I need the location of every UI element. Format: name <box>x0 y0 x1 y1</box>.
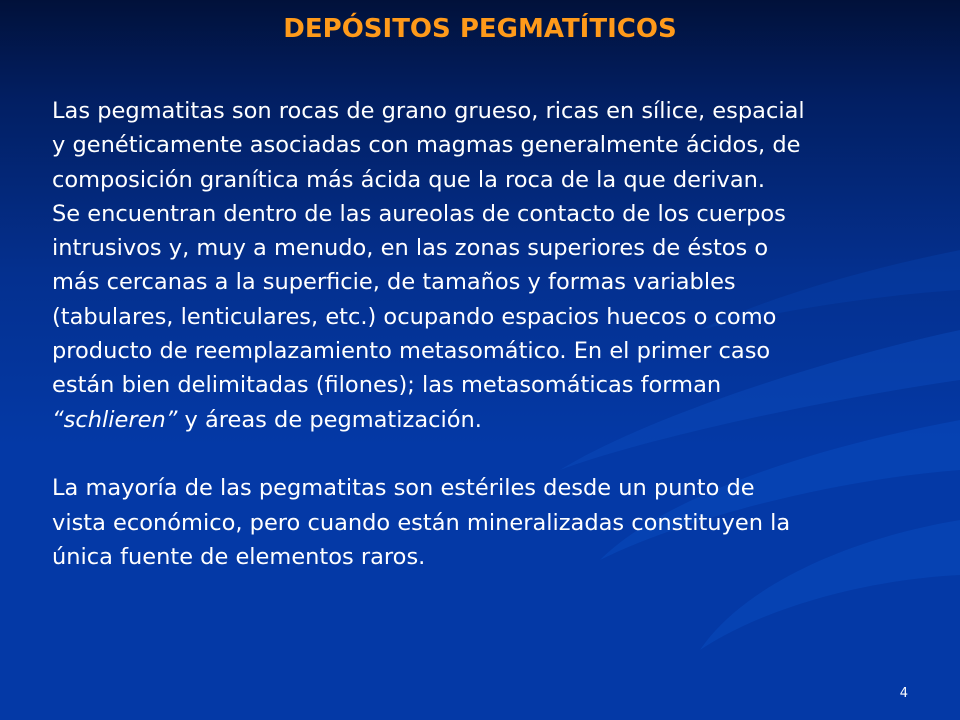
paragraph-line: única fuente de elementos raros. <box>52 543 426 570</box>
paragraph-line: intrusivos y, muy a menudo, en las zonas superiores de éstos o <box>52 235 769 262</box>
slide-body <box>52 94 932 574</box>
paragraph-2 <box>52 471 932 574</box>
paragraph-line: están bien delimitadas (filones); las metasomáticas forman <box>52 372 722 399</box>
paragraph-line: Se encuentran dentro de las aureolas de contacto de los cuerpos <box>52 200 786 227</box>
paragraph-line: Las pegmatitas son rocas de grano grueso, ricas en sílice, espacial <box>52 98 805 124</box>
slide-title: DEPÓSITOS PEGMATÍTICOS <box>283 14 677 44</box>
page-number: 4 <box>899 686 908 701</box>
schlieren-italic-term: “schlieren” <box>52 406 178 433</box>
paragraph-line: producto de reemplazamiento metasomático. En el primer caso <box>52 338 771 365</box>
paragraph-line: vista económico, pero cuando están mineralizadas constituyen la <box>52 509 791 536</box>
paragraph-line: más cercanas a la superficie, de tamaños y formas variables <box>52 269 736 296</box>
paragraph-line: (tabulares, lenticulares, etc.) ocupando espacios huecos o como <box>52 303 777 330</box>
paragraph-spacer <box>52 437 932 471</box>
paragraph-line: composición granítica más ácida que la roca de la que derivan. <box>52 166 766 193</box>
paragraph-line: y genéticamente asociadas con magmas generalmente ácidos, de <box>52 132 801 159</box>
paragraph-line: La mayoría de las pegmatitas son estériles desde un punto de <box>52 475 755 502</box>
paragraph-1 <box>52 94 932 437</box>
paragraph-line-last <box>52 403 932 437</box>
paragraph-line-rest: y áreas de pegmatización. <box>177 406 482 433</box>
